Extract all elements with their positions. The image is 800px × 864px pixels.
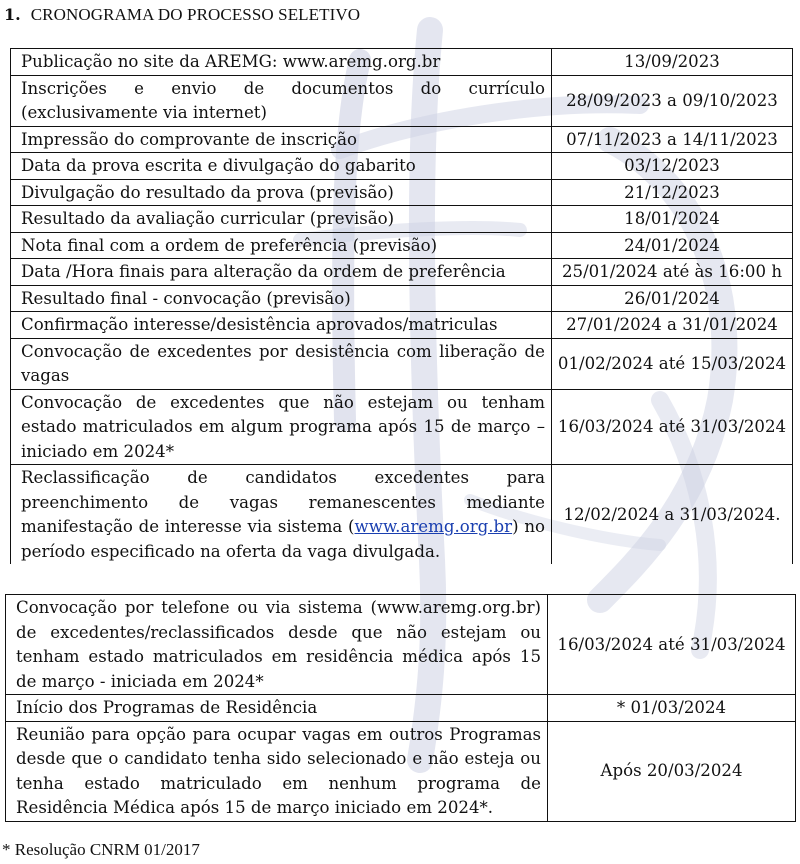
table-row bbox=[11, 259, 793, 286]
table-row bbox=[11, 285, 793, 312]
row-date: 07/11/2023 a 14/11/2023 bbox=[552, 126, 793, 153]
table-row bbox=[11, 153, 793, 180]
row-description: Início dos Programas de Residência bbox=[6, 695, 548, 722]
table-row bbox=[11, 338, 793, 389]
table-row bbox=[6, 695, 796, 722]
table-row-reclassificacao bbox=[11, 465, 793, 565]
row-date: 12/02/2024 a 31/03/2024. bbox=[552, 465, 793, 565]
row-description: Impressão do comprovante de inscrição bbox=[11, 126, 552, 153]
row-date: 16/03/2024 até 31/03/2024 bbox=[548, 595, 796, 695]
row-description: Convocação de excedentes por desistência com liberação de vagas bbox=[11, 338, 552, 389]
row-date: 03/12/2023 bbox=[552, 153, 793, 180]
row-date: 24/01/2024 bbox=[552, 232, 793, 259]
row-description: Inscrições e envio de documentos do currículo (exclusivamente via internet) bbox=[11, 75, 552, 126]
row-description: Resultado final - convocação (previsão) bbox=[11, 285, 552, 312]
row-description: Publicação no site da AREMG: www.aremg.org.br bbox=[11, 49, 552, 76]
row-description: Convocação de excedentes que não estejam ou tenham estado matriculados em algum programa após 15 de março – iniciado em 2024* bbox=[11, 389, 552, 465]
row-date: * 01/03/2024 bbox=[548, 695, 796, 722]
table-row bbox=[11, 232, 793, 259]
table-row bbox=[6, 721, 796, 821]
reclass-text-after: ) no período especificado na oferta da vaga divulgada. bbox=[21, 517, 545, 561]
row-date: 26/01/2024 bbox=[552, 285, 793, 312]
reclass-text-before: Reclassificação de candidatos excedentes para preenchimento de vagas remanescentes mediante manifestação de interesse via sistema ( bbox=[21, 468, 545, 536]
aremg-site-link[interactable]: www.aremg.org.br bbox=[354, 517, 513, 536]
section-heading bbox=[4, 4, 360, 26]
row-date: 18/01/2024 bbox=[552, 206, 793, 233]
schedule-table-2 bbox=[5, 594, 796, 822]
section-title: CRONOGRAMA DO PROCESSO SELETIVO bbox=[30, 5, 361, 24]
row-date: 01/02/2024 até 15/03/2024 bbox=[552, 338, 793, 389]
row-date: 21/12/2023 bbox=[552, 179, 793, 206]
row-description: Divulgação do resultado da prova (previsão) bbox=[11, 179, 552, 206]
row-date: 16/03/2024 até 31/03/2024 bbox=[552, 389, 793, 465]
footnote: * Resolução CNRM 01/2017 bbox=[2, 840, 200, 859]
table-row bbox=[11, 126, 793, 153]
table-row bbox=[11, 75, 793, 126]
table-row bbox=[11, 179, 793, 206]
row-description bbox=[11, 465, 552, 565]
schedule-table-1 bbox=[10, 48, 793, 564]
row-date: 27/01/2024 a 31/01/2024 bbox=[552, 312, 793, 339]
row-date: 25/01/2024 até às 16:00 h bbox=[552, 259, 793, 286]
row-description: Data /Hora finais para alteração da ordem de preferência bbox=[11, 259, 552, 286]
row-description: Reunião para opção para ocupar vagas em outros Programas desde que o candidato tenha sido selecionado e não esteja ou tenha estado matriculado em nenhum programa de Residência Médica após 15 de março iniciado em 2024*. bbox=[6, 721, 548, 821]
row-date: 28/09/2023 a 09/10/2023 bbox=[552, 75, 793, 126]
row-date: 13/09/2023 bbox=[552, 49, 793, 76]
table-row bbox=[6, 595, 796, 695]
row-description: Nota final com a ordem de preferência (previsão) bbox=[11, 232, 552, 259]
row-date: Após 20/03/2024 bbox=[548, 721, 796, 821]
section-number: 1. bbox=[4, 5, 21, 24]
row-description: Convocação por telefone ou via sistema (www.aremg.org.br) de excedentes/reclassificados desde que não estejam ou tenham estado matriculados em residência médica após 15 de março - iniciada em 2024* bbox=[6, 595, 548, 695]
row-description: Data da prova escrita e divulgação do gabarito bbox=[11, 153, 552, 180]
row-description: Confirmação interesse/desistência aprovados/matriculas bbox=[11, 312, 552, 339]
row-description: Resultado da avaliação curricular (previsão) bbox=[11, 206, 552, 233]
table-row bbox=[11, 49, 793, 76]
table-row bbox=[11, 312, 793, 339]
table-row bbox=[11, 206, 793, 233]
table-row bbox=[11, 389, 793, 465]
